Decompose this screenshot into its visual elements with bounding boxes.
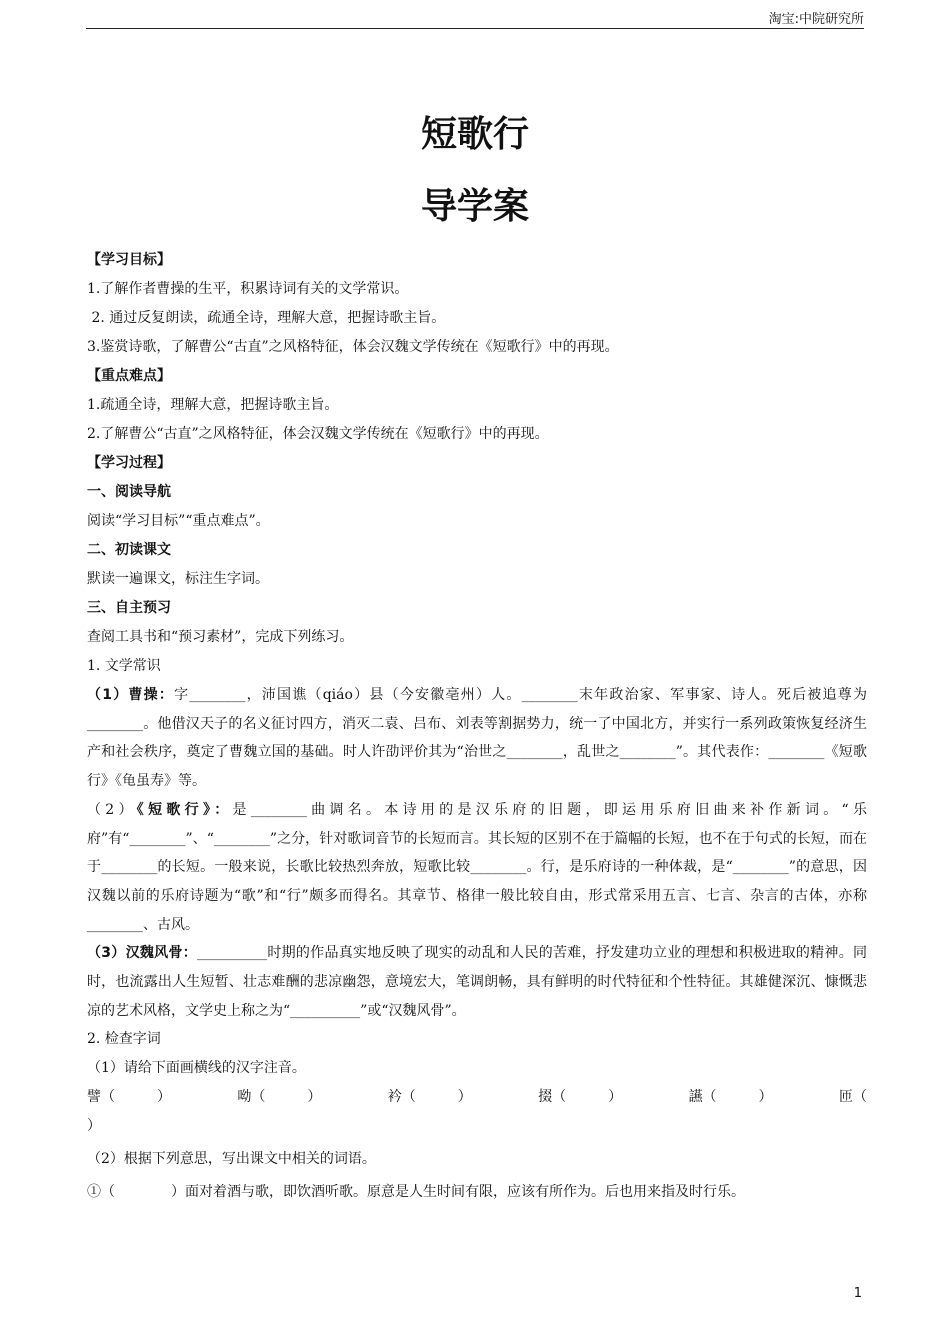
page-subtitle: 导学案	[420, 186, 529, 227]
page-number: 1	[853, 1286, 862, 1301]
cao-cao-label: （1）曹操：	[87, 687, 175, 703]
document-body	[87, 246, 867, 1207]
page-title: 短歌行	[420, 114, 529, 155]
cao-cao-paragraph	[87, 681, 867, 796]
pinyin-wrap: ）	[87, 1118, 101, 1135]
goals-heading: 【学习目标】	[87, 252, 171, 268]
duangexing-paragraph	[87, 796, 867, 940]
duangexing-prefix: （2）	[87, 801, 137, 818]
cao-cao-text: 字________，沛国谯（qiáo）县（今安徽亳州）人。________末年政治家、军事家、诗人。死后被追尊为________。他借汉天子的名义征讨四方，消灭二袁、吕布、刘表等割据势力，统一了中国北方，并实行一系列政策恢复经济生产和社会秩序，奠定了曹魏立国的基础。时人许劭评价其为“治世之________，乱世之________”。其代表作：________《短歌行》《龟虽寿》等。	[87, 687, 867, 790]
hanwei-paragraph	[87, 939, 867, 1025]
hanwei-text: __________时期的作品真实地反映了现实的动乱和人民的苦难，抒发建功立业的理想和积极进取的精神。同时，也流露出人生短暂、壮志难酬的悲凉幽怨，意境宏大，笔调朗畅，具有鲜明的时代特征和个性特征。其雄健深沉、慷慨悲凉的艺术风格，文学史上称之为“__________”或“汉魏风骨”。	[87, 945, 867, 1019]
pinyin-item: 讌（ ）	[688, 1089, 773, 1106]
key-heading: 【重点难点】	[87, 368, 171, 384]
step3-text: 查阅工具书和“预习素材”，完成下列练习。	[87, 629, 354, 645]
lit-heading: 1. 文学常识	[87, 658, 161, 674]
pinyin-item: 掇（ ）	[538, 1089, 623, 1106]
duangexing-label: 《短歌行》：	[136, 801, 233, 818]
goal-item: 3.鉴赏诗歌，了解曹公“古直”之风格特征，体会汉魏文学传统在《短歌行》中的再现。	[87, 339, 619, 355]
page-header	[86, 6, 864, 29]
pinyin-row	[87, 1083, 867, 1112]
key-point-item: 1.疏通全诗，理解大意，把握诗歌主旨。	[87, 397, 339, 413]
pinyin-item: 衿（ ）	[387, 1089, 472, 1106]
goal-item: 2. 通过反复朗读，疏通全诗，理解大意，把握诗歌主旨。	[87, 310, 446, 326]
step3-heading: 三、自主预习	[87, 600, 171, 616]
header-text: 淘宝:中院研究所	[768, 12, 864, 27]
duangexing-text: 是________曲调名。本诗用的是汉乐府的旧题，即运用乐府旧曲来补作新词。“乐府”有“________”、“________”之分，针对歌词音节的长短而言。其长短的区别不在于篇幅的长短，也不在于句式的长短，而在于________的长短。一般来说，长歌比较热烈奔放，短歌比较________。行，是乐府诗的一种体裁，是“________”的意思，因汉魏以前的乐府诗题为“歌”和“行”颇多而得名。其章节、格律一般比较自由，形式常采用五言、七言、杂言的古体，亦称________、古风。	[87, 801, 867, 933]
pinyin-item: 呦（ ）	[237, 1089, 322, 1106]
question-2-text: （2）根据下列意思，写出课文中相关的词语。	[87, 1151, 376, 1168]
step2-text: 默读一遍课文，标注生字词。	[87, 571, 269, 587]
question-1-text: （1）请给下面画横线的汉字注音。	[87, 1060, 306, 1077]
process-heading: 【学习过程】	[87, 455, 171, 471]
goal-item: 1.了解作者曹操的生平，积累诗词有关的文学常识。	[87, 281, 409, 297]
hanwei-label: （3）汉魏风骨：	[87, 945, 198, 962]
key-point-item: 2.了解曹公“古直”之风格特征，体会汉魏文学传统在《短歌行》中的再现。	[87, 426, 549, 442]
pinyin-item: 譬（ ）	[87, 1089, 171, 1106]
step1-heading: 一、阅读导航	[87, 484, 171, 500]
pinyin-item: 匝（	[838, 1089, 867, 1106]
step1-text: 阅读“学习目标”“重点难点”。	[87, 513, 270, 529]
question-2-item: ①（ ）面对着酒与歌，即饮酒听歌。原意是人生时间有限，应该有所作为。后也用来指及时行乐。	[87, 1184, 745, 1201]
step2-heading: 二、初读课文	[87, 542, 171, 558]
check-heading: 2. 检查字词	[87, 1031, 161, 1048]
